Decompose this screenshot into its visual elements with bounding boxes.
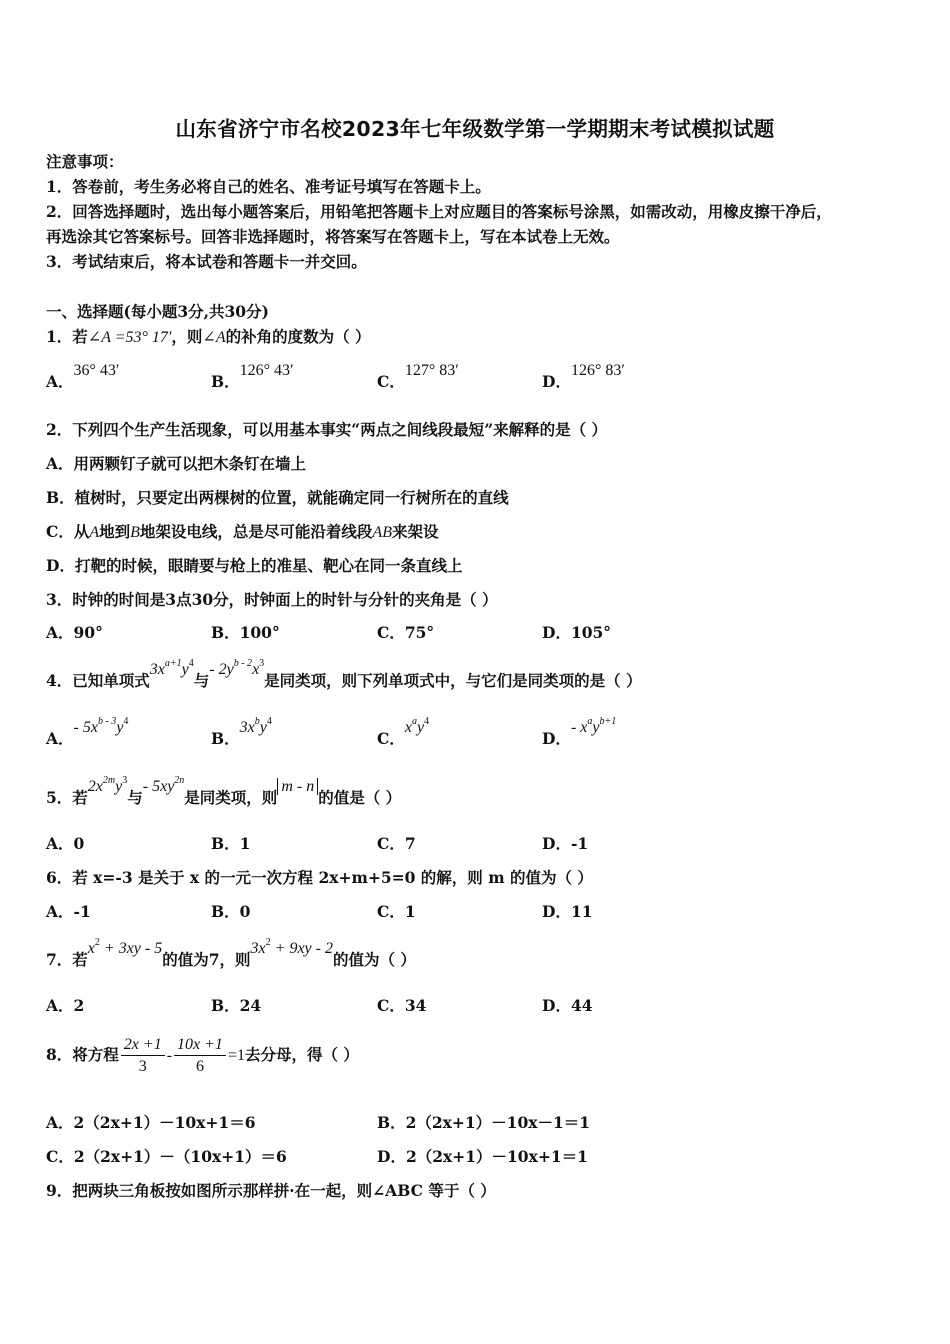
q1-option-value: 126° 43′	[239, 362, 294, 379]
q8-option-d[interactable]: D．2（2x+1）－10x+1＝1	[377, 1147, 588, 1166]
q5-option-c[interactable]: C．7	[377, 834, 416, 853]
q7-expr-2: $3x^2 + 9xy - 2$	[250, 937, 333, 957]
q8-fraction-1: $\frac{2x +1}{3}$	[121, 1035, 165, 1078]
question-1	[46, 327, 371, 348]
q1-option-value: 36° 43′	[73, 362, 120, 379]
q2-option-a[interactable]: A．用两颗钉子就可以把木条钉在墙上	[46, 454, 307, 473]
question-3: 3．时钟的时间是3点30分，时钟面上的时针与分针的夹角是（ ）	[46, 590, 498, 609]
q7-expr-1: $x^2 + 3xy - 5$	[87, 937, 163, 957]
q3-option-b[interactable]: B．100°	[211, 623, 280, 642]
question-2: 2．下列四个生产生活现象，可以用基本事实“两点之间线段最短”来解释的是（ ）	[46, 420, 608, 439]
question-4: 4．已知单项式$3x^{a+1}y^4$与- $2y^{b - 2}x^3$是同类项，则下列单项式中，与它们是同类项的是（ ）	[46, 658, 642, 690]
q1-option-d[interactable]: D．126° 83′	[542, 362, 625, 391]
q5-monomial-1: $2x^{2m}y^3$	[87, 775, 128, 795]
question-8: 8．将方程 $\frac{2x +1}{3}$ - $\frac{10x +1}{6}$ =1去分母，得（ ）	[46, 1033, 359, 1078]
q2-option-b[interactable]: B．植树时，只要定出两棵树的位置，就能确定同一行树所在的直线	[46, 488, 509, 507]
notice-item: 再选涂其它答案标号。回答非选择题时，将答案写在答题卡上，写在本试卷上无效。	[46, 227, 620, 246]
q5-option-b[interactable]: B．1	[211, 834, 251, 853]
page-title: 山东省济宁市名校2023年七年级数学第一学期期末考试模拟试题	[175, 117, 775, 141]
q6-option-d[interactable]: D．11	[542, 902, 593, 921]
q3-option-c[interactable]: C．75°	[377, 623, 435, 642]
q7-option-d[interactable]: D．44	[542, 996, 593, 1015]
q7-option-c[interactable]: C．34	[377, 996, 427, 1015]
q1-option-value: 127° 83′	[404, 362, 459, 379]
q1-text: 1．若	[46, 327, 88, 346]
q1-expr: ∠A	[202, 329, 226, 346]
notice-item: 1．答卷前，考生务必将自己的姓名、准考证号填写在答题卡上。	[46, 177, 491, 196]
q1-expr: ∠A =53° 17′	[87, 329, 172, 346]
q4-option-c[interactable]: C．$x^ay^4$	[377, 716, 430, 748]
q5-option-a[interactable]: A．0	[46, 834, 85, 853]
notice-item: 3．考试结束后，将本试卷和答题卡一并交回。	[46, 252, 367, 271]
q1-option-c[interactable]: C．127° 83′	[377, 362, 459, 391]
section-heading: 一、选择题(每小题3分,共30分)	[46, 302, 269, 321]
q8-option-a[interactable]: A．2（2x+1）－10x+1＝6	[46, 1113, 256, 1132]
q4-option-d[interactable]: D．- $x^ay^{b+1}$	[542, 716, 617, 748]
q8-option-c[interactable]: C．2（2x+1）－（10x+1）＝6	[46, 1147, 287, 1166]
q6-option-a[interactable]: A．-1	[46, 902, 91, 921]
q7-option-b[interactable]: B．24	[211, 996, 262, 1015]
q3-option-d[interactable]: D．105°	[542, 623, 612, 642]
question-6: 6．若 x=-3 是关于 x 的一元一次方程 2x+m+5=0 的解，则 m 的值为（ ）	[46, 868, 593, 887]
point-a: A	[89, 524, 100, 541]
question-9: 9．把两块三角板按如图所示那样拼·在一起，则∠ABC 等于（ ）	[46, 1181, 496, 1200]
q2-option-d[interactable]: D．打靶的时候，眼睛要与枪上的准星、靶心在同一条直线上	[46, 556, 463, 575]
notice-heading: 注意事项：	[46, 152, 124, 171]
segment-ab: AB	[372, 524, 392, 541]
q3-option-a[interactable]: A．90°	[46, 623, 103, 642]
q8-option-b[interactable]: B．2（2x+1）－10x－1＝1	[377, 1113, 591, 1132]
notice-item: 2．回答选择题时，选出每小题答案后，用铅笔把答题卡上对应题目的答案标号涂黑，如需改动，用橡皮擦干净后，	[46, 202, 832, 221]
question-5: 5．若$2x^{2m}y^3$与- $5xy^{2n}$是同类项，则m - n的值是（ ）	[46, 775, 402, 807]
q5-abs-expr: m - n	[277, 778, 318, 795]
q4-monomial-2: - $2y^{b - 2}x^3$	[209, 658, 265, 678]
q1-text: 的补角的度数为（ ）	[225, 327, 371, 346]
q7-option-a[interactable]: A．2	[46, 996, 85, 1015]
q8-fraction-2: $\frac{10x +1}{6}$	[174, 1035, 226, 1078]
q5-option-d[interactable]: D．-1	[542, 834, 589, 853]
q6-option-c[interactable]: C．1	[377, 902, 416, 921]
q1-option-value: 126° 83′	[570, 362, 625, 379]
q4-option-a[interactable]: A．- $5x^{b - 3}y^4$	[46, 716, 129, 748]
q1-option-a[interactable]: A．36° 43′	[46, 362, 120, 391]
point-b: B	[130, 524, 140, 541]
question-7: 7．若$x^2 + 3xy - 5$的值为7，则$3x^2 + 9xy - 2$的值为（ ）	[46, 937, 416, 969]
q4-option-b[interactable]: B．$3x^by^4$	[211, 716, 272, 748]
q5-monomial-2: - $5xy^{2n}$	[142, 775, 185, 795]
q2-option-c[interactable]: C．从A地到B地架设电线，总是尽可能沿着线段AB来架设	[46, 522, 439, 541]
q1-option-b[interactable]: B．126° 43′	[211, 362, 294, 391]
q4-monomial-1: $3x^{a+1}y^4$	[149, 658, 194, 678]
q6-option-b[interactable]: B．0	[211, 902, 251, 921]
q1-text: ，则	[171, 327, 203, 346]
